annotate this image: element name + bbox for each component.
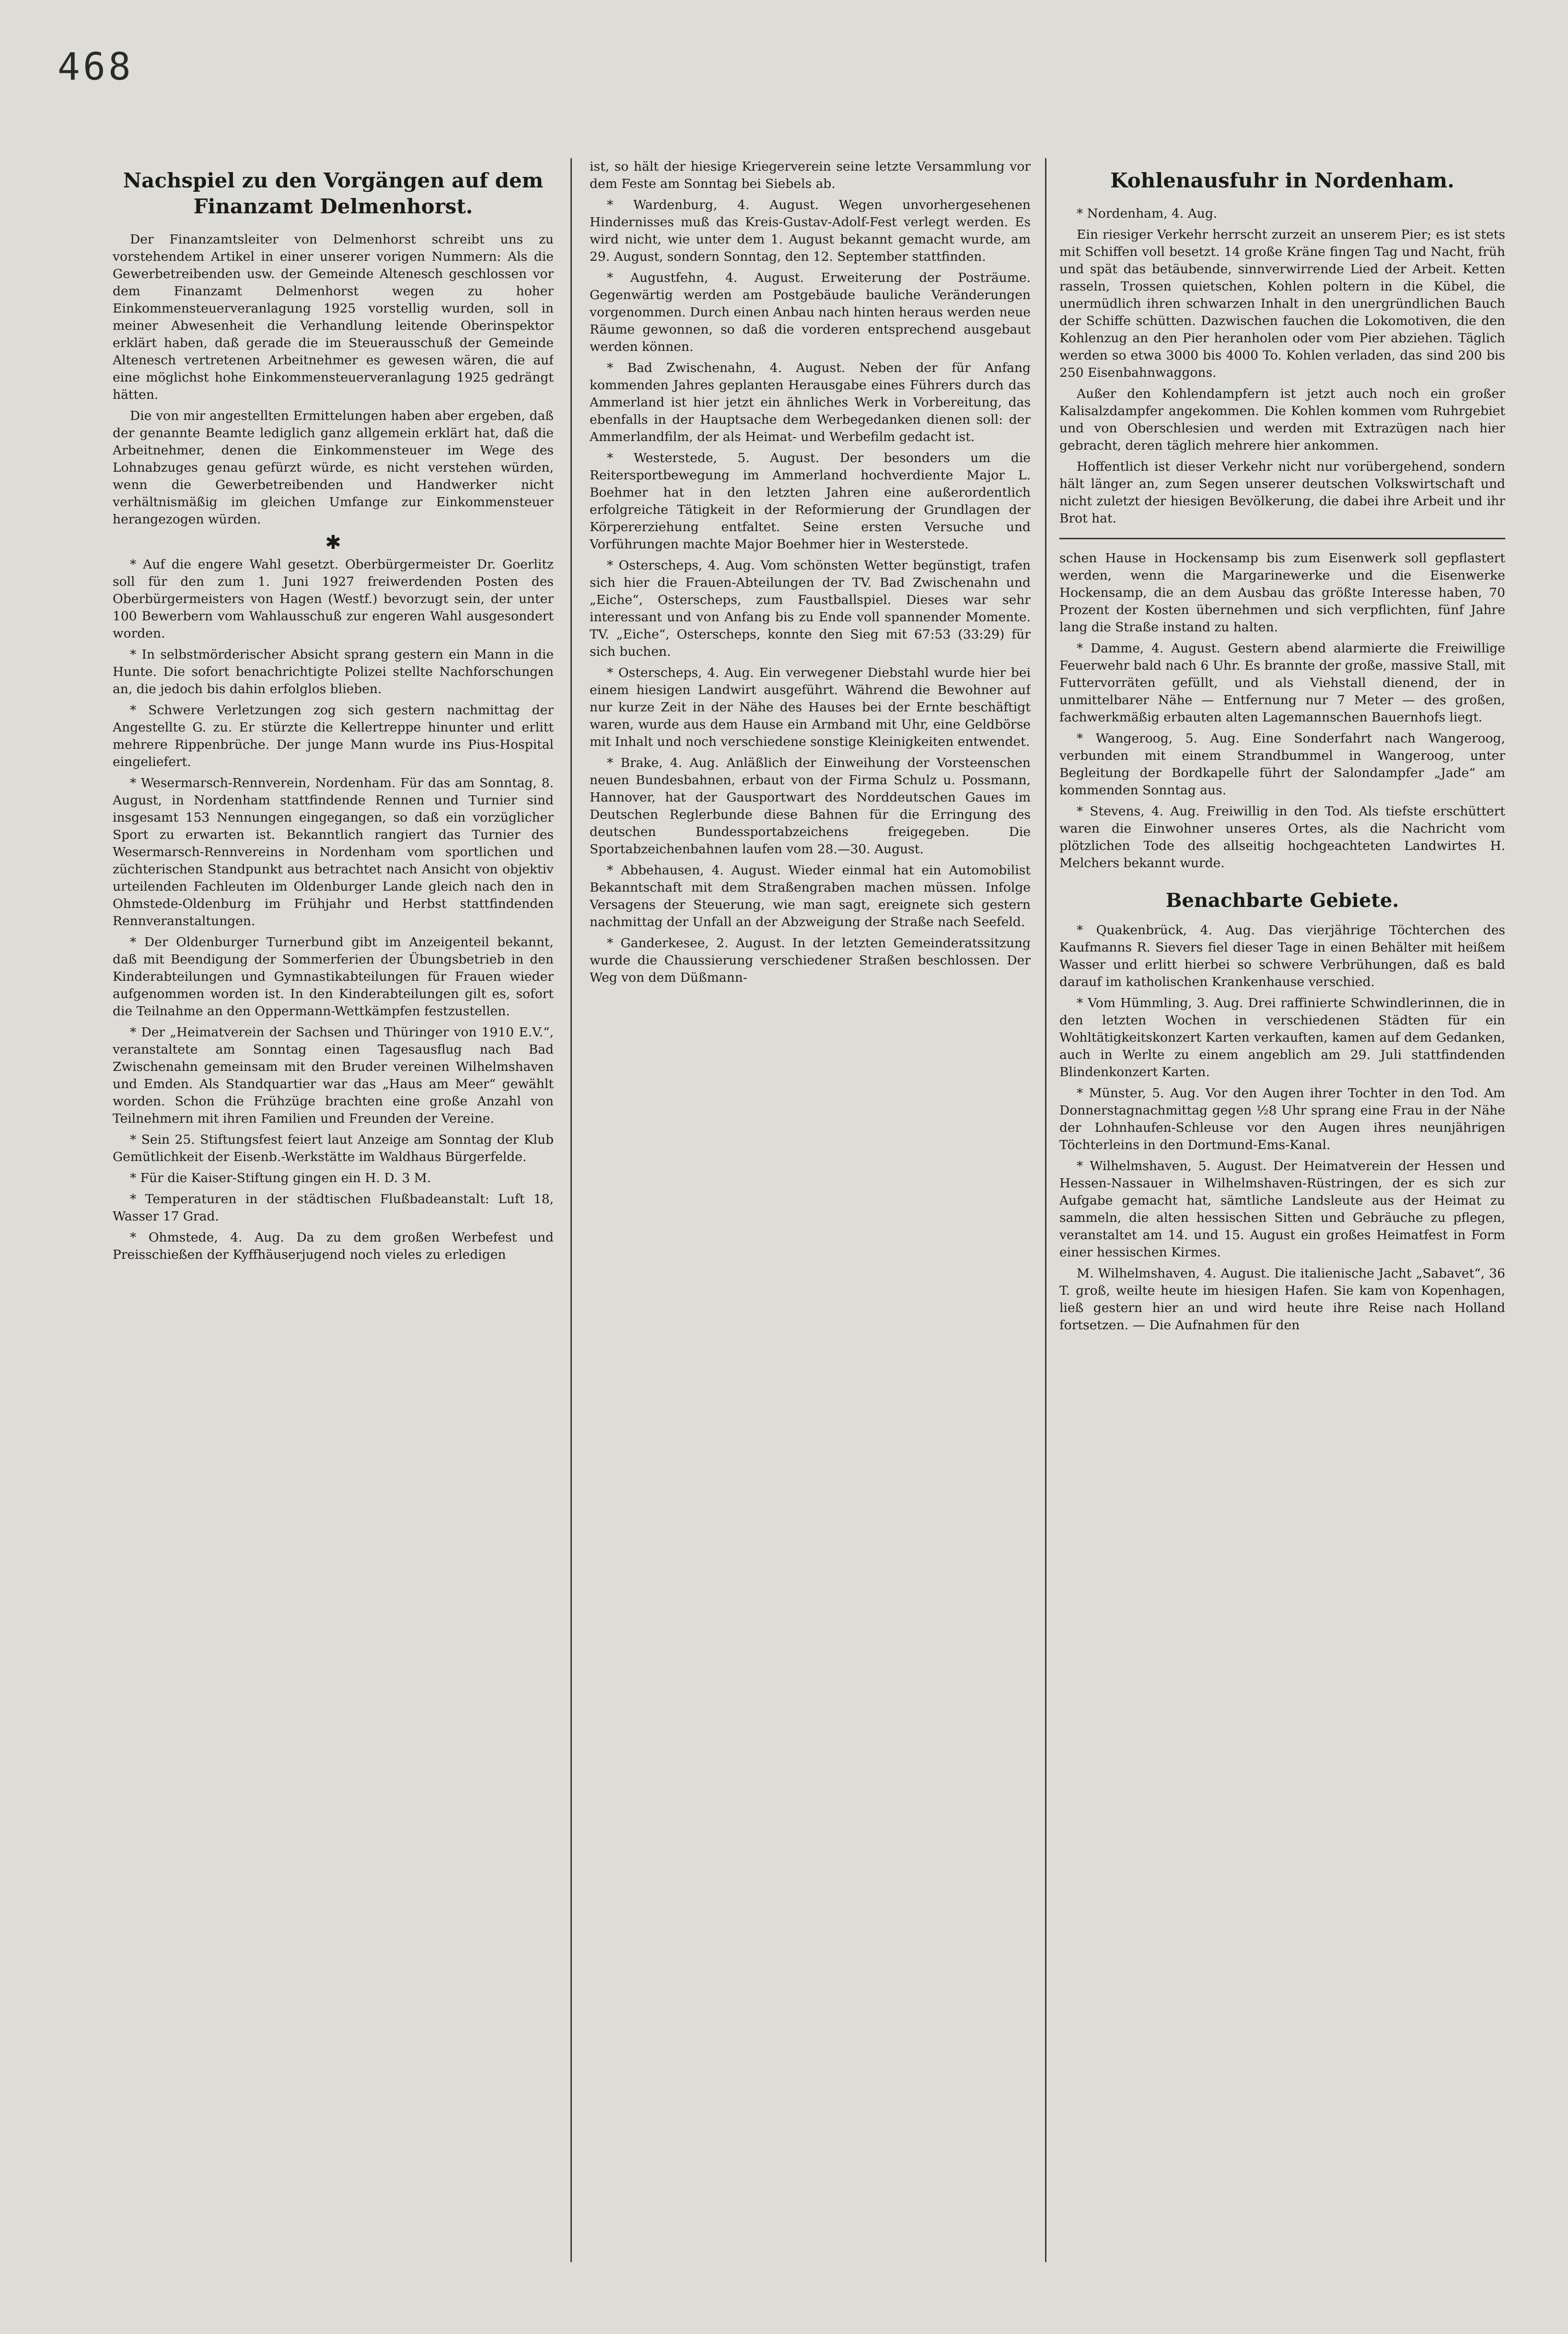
paragraph: * Wesermarsch-Rennverein, Nordenham. Für das am Sonntag, 8. August, in Nordenham stattfindende Rennen und Turnier sind insgesamt 153 Nennungen eingegangen, so daß ein vorzüglicher Sport zu erwarten ist. Bekanntlich rangiert das Turnier des Wesermarsch-Rennvereins in Nordenham vom sportlichen und züchterischen Standpunkt aus betrachtet nach Ansicht von objektiv urteilenden Fachleuten im Oldenburger Lande gleich nach den in Ohmstede-Oldenburg im Frühjahr und Herbst stattfindenden Rennveranstaltungen. [113, 776, 554, 929]
paragraph: * Auf die engere Wahl gesetzt. Oberbürgermeister Dr. Goerlitz soll für den zum 1. Juni 1927 freiwerdenden Posten des Oberbürgermeisters von Hagen (Westf.) bevorzugt sein, der unter 100 Bewerbern vom Wahlausschuß zur engeren Wahl ausgesondert worden. [113, 557, 554, 641]
article-headline: Nachspiel zu den Vorgängen auf dem Finanzamt Delmenhorst. [123, 169, 544, 218]
paragraph: Die von mir angestellten Ermittelungen haben aber ergeben, daß der genannte Beamte lediglich ganz allgemein erklärt hat, daß die Arbeitnehmer, denen die Einkommensteuer im Wege des Lohnabzuges genau gefürzt würde, es nicht verstehen würden, wenn die Gewerbetreibenden und Handwerker nicht verhältnismäßig im gleichen Umfange zur Einkommensteuer herangezogen würden. [113, 408, 554, 527]
paragraph: * Brake, 4. Aug. Anläßlich der Einweihung der Vorsteenschen neuen Bundesbahnen, erbaut von der Firma Schulz u. Possmann, Hannover, hat der Gausportwart des Norddeutschen Gaues im Deutschen Reglerbunde diese Bahnen für die Erringung des deutschen Bundessportabzeichens freigegeben. Die Sportabzeichenbahnen laufen vom 28.—30. August. [590, 755, 1031, 857]
paragraph: Hoffentlich ist dieser Verkehr nicht nur vorübergehend, sondern hält länger an, zum Segen unserer deutschen Volkswirtschaft und nicht zuletzt der hiesigen Bevölkerung, die dabei ihre Arbeit und ihr Brot hat. [1059, 459, 1505, 526]
paragraph: M. Wilhelmshaven, 4. August. Die italienische Jacht „Sabavet“, 36 T. groß, weilte heute im hiesigen Hafen. Sie kam von Kopenhagen, ließ gestern hier an und wird heute ihre Reise nach Holland fortsetzen. — Die Aufnahmen für den [1059, 1266, 1505, 1333]
paragraph: * Sein 25. Stiftungsfest feiert laut Anzeige am Sonntag der Klub Gemütlichkeit der Eisenb.-Werkstätte im Waldhaus Bürgerfelde. [113, 1132, 554, 1164]
paragraph: * Westerstede, 5. August. Der besonders um die Reitersportbewegung im Ammerland hochverdiente Major L. Boehmer hat in den letzten Jahren eine außerordentlich erfolgreiche Tätigkeit in der Reformierung der Grundlagen der Körpererziehung entfaltet. Seine ersten Versuche und Vorführungen machte Major Boehmer hier in Westerstede. [590, 451, 1031, 552]
paragraph: Ein riesiger Verkehr herrscht zurzeit an unserem Pier; es ist stets mit Schiffen voll besetzt. 14 große Kräne fingen Tag und Nacht, früh und spät das betäubende, sinnverwirrende Lied der Arbeit. Ketten rasseln, Trossen quietschen, Kohlen poltern in die Kübel, die unermüdlich ihren schwarzen Inhalt in den unergründlichen Bauch der Schiffe schütten. Dazwischen fauchen die Lokomotiven, die den Kohlenzug an den Pier heranholen oder vom Pier abziehen. Täglich werden so etwa 3000 bis 4000 To. Kohlen verladen, das sind 200 bis 250 Eisenbahnwaggons. [1059, 227, 1505, 380]
paragraph: * Der „Heimatverein der Sachsen und Thüringer von 1910 E.V.“, veranstaltete am Sonntag einen Tagesausflug nach Bad Zwischenahn gemeinsam mit den Bruder vereinen Wilhelmshaven und Emden. Als Standquartier war das „Haus am Meer“ gewählt worden. Schon die Frühzüge brachten eine große Anzahl von Teilnehmern mit ihren Familien und Freunden der Vereine. [113, 1025, 554, 1126]
paragraph: * Wangeroog, 5. Aug. Eine Sonderfahrt nach Wangeroog, verbunden mit einem Strandbummel in Wangeroog, unter Begleitung der Bordkapelle führt der Salondampfer „Jade“ am kommenden Sonntag aus. [1059, 731, 1505, 798]
paragraph: ist, so hält der hiesige Kriegerverein seine letzte Versammlung vor dem Feste am Sonntag bei Siebels ab. [590, 159, 1031, 191]
paragraph: * Osterscheps, 4. Aug. Ein verwegener Diebstahl wurde hier bei einem hiesigen Landwirt ausgeführt. Während die Bewohner auf nur kurze Zeit in der Nähe des Hauses bei der Ernte beschäftigt waren, wurde aus dem Hause ein Armband mit Uhr, eine Geldbörse mit Inhalt und noch verschiedene sonstige Kleinigkeiten entwendet. [590, 665, 1031, 749]
paragraph: * Wardenburg, 4. August. Wegen unvorhergesehenen Hindernisses muß das Kreis-Gustav-Adolf-Fest verlegt werden. Es wird nicht, wie unter dem 1. August bekannt gemacht wurde, am 29. August, sondern Sonntag, den 12. September stattfinden. [590, 197, 1031, 264]
column-rule [1045, 158, 1046, 2262]
column-rule [570, 158, 572, 2262]
section-divider [1059, 538, 1505, 539]
paragraph: schen Hause in Hockensamp bis zum Eisenwerk soll gepflastert werden, wenn die Margarinewerke und die Eisenwerke Hockensamp, die an dem Ausbau das größte Interesse haben, 70 Prozent der Kosten übernehmen und sich verpflichten, fünf Jahre lang die Straße instand zu halten. [1059, 551, 1505, 635]
paragraph: * Ohmstede, 4. Aug. Da zu dem großen Werbefest und Preisschießen der Kyffhäuserjugend noch vieles zu erledigen [113, 1230, 554, 1262]
paragraph: * Wilhelmshaven, 5. August. Der Heimatverein der Hessen und Hessen-Nassauer in Wilhelmshaven-Rüstringen, der es sich zur Aufgabe gemacht hat, sämtliche Landsleute aus der Heimat zu sammeln, die alten hessischen Sitten und Gebräuche zu pflegen, veranstaltet am 14. und 15. August ein großes Heimatfest in Form einer hessischen Kirmes. [1059, 1159, 1505, 1260]
paragraph: * Stevens, 4. Aug. Freiwillig in den Tod. Als tiefste erschüttert waren die Einwohner unseres Ortes, als die Nachricht vom plötzlichen Tode des allseitig hochgeachteten Landwirtes H. Melchers bekannt wurde. [1059, 804, 1505, 871]
column-2 [590, 158, 1031, 2262]
page-number: 468 [58, 46, 134, 89]
paragraph: * Temperaturen in der städtischen Flußbadeanstalt: Luft 18, Wasser 17 Grad. [113, 1192, 554, 1224]
paragraph: Der Finanzamtsleiter von Delmenhorst schreibt uns zu vorstehendem Artikel in einer unserer vorigen Nummern: Als die Gewerbetreibenden usw. der Gemeinde Altenesch geschlossen vor dem Finanzamt Delmenhorst wegen zu hoher Einkommensteuerveranlagung 1925 vorstellig wurden, soll in meiner Abwesenheit die Verhandlung leitende Oberinspektor erklärt haben, daß gerade die im Steuerausschuß der Gemeinde Altenesch vertretenen Arbeitnehmer es gewesen wären, die auf eine möglichst hohe Einkommensteuerveranlagung 1925 gedrängt hätten. [113, 232, 554, 402]
dateline: * Nordenham, 4. Aug. [1077, 206, 1218, 221]
column-1 [113, 158, 554, 2262]
paragraph: * Abbehausen, 4. August. Wieder einmal hat ein Automobilist Bekanntschaft mit dem Straßengraben machen müssen. Infolge Versagens der Steuerung, wie man sagt, ereignete sich gestern nachmittag der Unfall an der Abzweigung der Straße nach Seefeld. [590, 863, 1031, 929]
section-heading: Benachbarte Gebiete. [1165, 889, 1399, 912]
paragraph: * In selbstmörderischer Absicht sprang gestern ein Mann in die Hunte. Die sofort benachrichtigte Polizei stellte Nachforschungen an, die jedoch bis dahin erfolglos blieben. [113, 647, 554, 697]
paragraph: Außer den Kohlendampfern ist jetzt auch noch ein großer Kalisalzdampfer angekommen. Die Kohlen kommen vom Ruhrgebiet und von Oberschlesien und werden mit Extrazügen nach hier gebracht, deren täglich mehrere hier ankommen. [1059, 386, 1505, 453]
separator-star: ✱ [325, 532, 341, 554]
paragraph: * Schwere Verletzungen zog sich gestern nachmittag der Angestellte G. zu. Er stürzte die Kellertreppe hinunter und erlitt mehrere Rippenbrüche. Der junge Mann wurde ins Pius-Hospital eingeliefert. [113, 703, 554, 769]
article-headline: Kohlenausfuhr in Nordenham. [1110, 169, 1454, 192]
paragraph: * Augustfehn, 4. August. Erweiterung der Posträume. Gegenwärtig werden am Postgebäude bauliche Veränderungen vorgenommen. Durch einen Anbau nach hinten heraus werden neue Räume gewonnen, so daß die vorderen entsprechend ausgebaut werden können. [590, 270, 1031, 354]
paragraph: * Ganderkesee, 2. August. In der letzten Gemeinderatssitzung wurde die Chaussierung verschiedener Straßen beschlossen. Der Weg von dem Düßmann- [590, 936, 1031, 985]
paragraph: * Der Oldenburger Turnerbund gibt im Anzeigenteil bekannt, daß mit Beendigung der Sommerferien der Übungsbetrieb in den Kinderabteilungen und Gymnastikabteilungen für Frauen wieder aufgenommen worden ist. In den Kinderabteilungen gilt es, sofort die Teilnahme an den Oppermann-Wettkämpfen festzustellen. [113, 935, 554, 1019]
paragraph: * Osterscheps, 4. Aug. Vom schönsten Wetter begünstigt, trafen sich hier die Frauen-Abteilungen der TV. Bad Zwischenahn und „Eiche“, Osterscheps, zum Faustballspiel. Dieses war sehr interessant und von Anfang bis zu Ende voll spannender Momente. TV. „Eiche“, Osterscheps, konnte den Sieg mit 67:53 (33:29) für sich buchen. [590, 558, 1031, 659]
paragraph: * Damme, 4. August. Gestern abend alarmierte die Freiwillige Feuerwehr bald nach 6 Uhr. Es brannte der große, massive Stall, mit Futtervorräten gefüllt, und als Viehstall dienend, der in unmittelbarer Nähe — Entfernung nur 7 Meter — des großen, fachwerkmäßig erbauten alten Lagemannschen Bauernhofs liegt. [1059, 641, 1505, 725]
paragraph: * Quakenbrück, 4. Aug. Das vierjährige Töchterchen des Kaufmanns R. Sievers fiel dieser Tage in einen Behälter mit heißem Wasser und erlitt hierbei so schwere Verbrühungen, daß es bald darauf im katholischen Krankenhause verschied. [1059, 923, 1505, 989]
paragraph: * Bad Zwischenahn, 4. August. Neben der für Anfang kommenden Jahres geplanten Herausgabe eines Führers durch das Ammerland ist hier jetzt ein ähnliches Werk in Vorbereitung, das ebenfalls in der Hauptsache dem Werbegedanken dienen soll: der Ammerlandfilm, der als Heimat- und Werbefilm gedacht ist. [590, 360, 1031, 444]
paragraph: * Für die Kaiser-Stiftung gingen ein H. D. 3 M. [130, 1171, 431, 1185]
paragraph: * Vom Hümmling, 3. Aug. Drei raffinierte Schwindlerinnen, die in den letzten Wochen in verschiedenen Städten für ein Wohltätigkeitskonzert Karten verkauften, kamen auf dem Gedanken, auch in Werlte zu einem angeblich am 29. Juli stattfindenden Blindenkonzert Karten. [1059, 996, 1505, 1080]
column-3 [1059, 158, 1505, 2262]
paragraph: * Münster, 5. Aug. Vor den Augen ihrer Tochter in den Tod. Am Donnerstagnachmittag gegen ½8 Uhr sprang eine Frau in der Nähe der Lohnhaufen-Schleuse vor den Augen ihres neunjährigen Töchterleins in den Dortmund-Ems-Kanal. [1059, 1086, 1505, 1152]
